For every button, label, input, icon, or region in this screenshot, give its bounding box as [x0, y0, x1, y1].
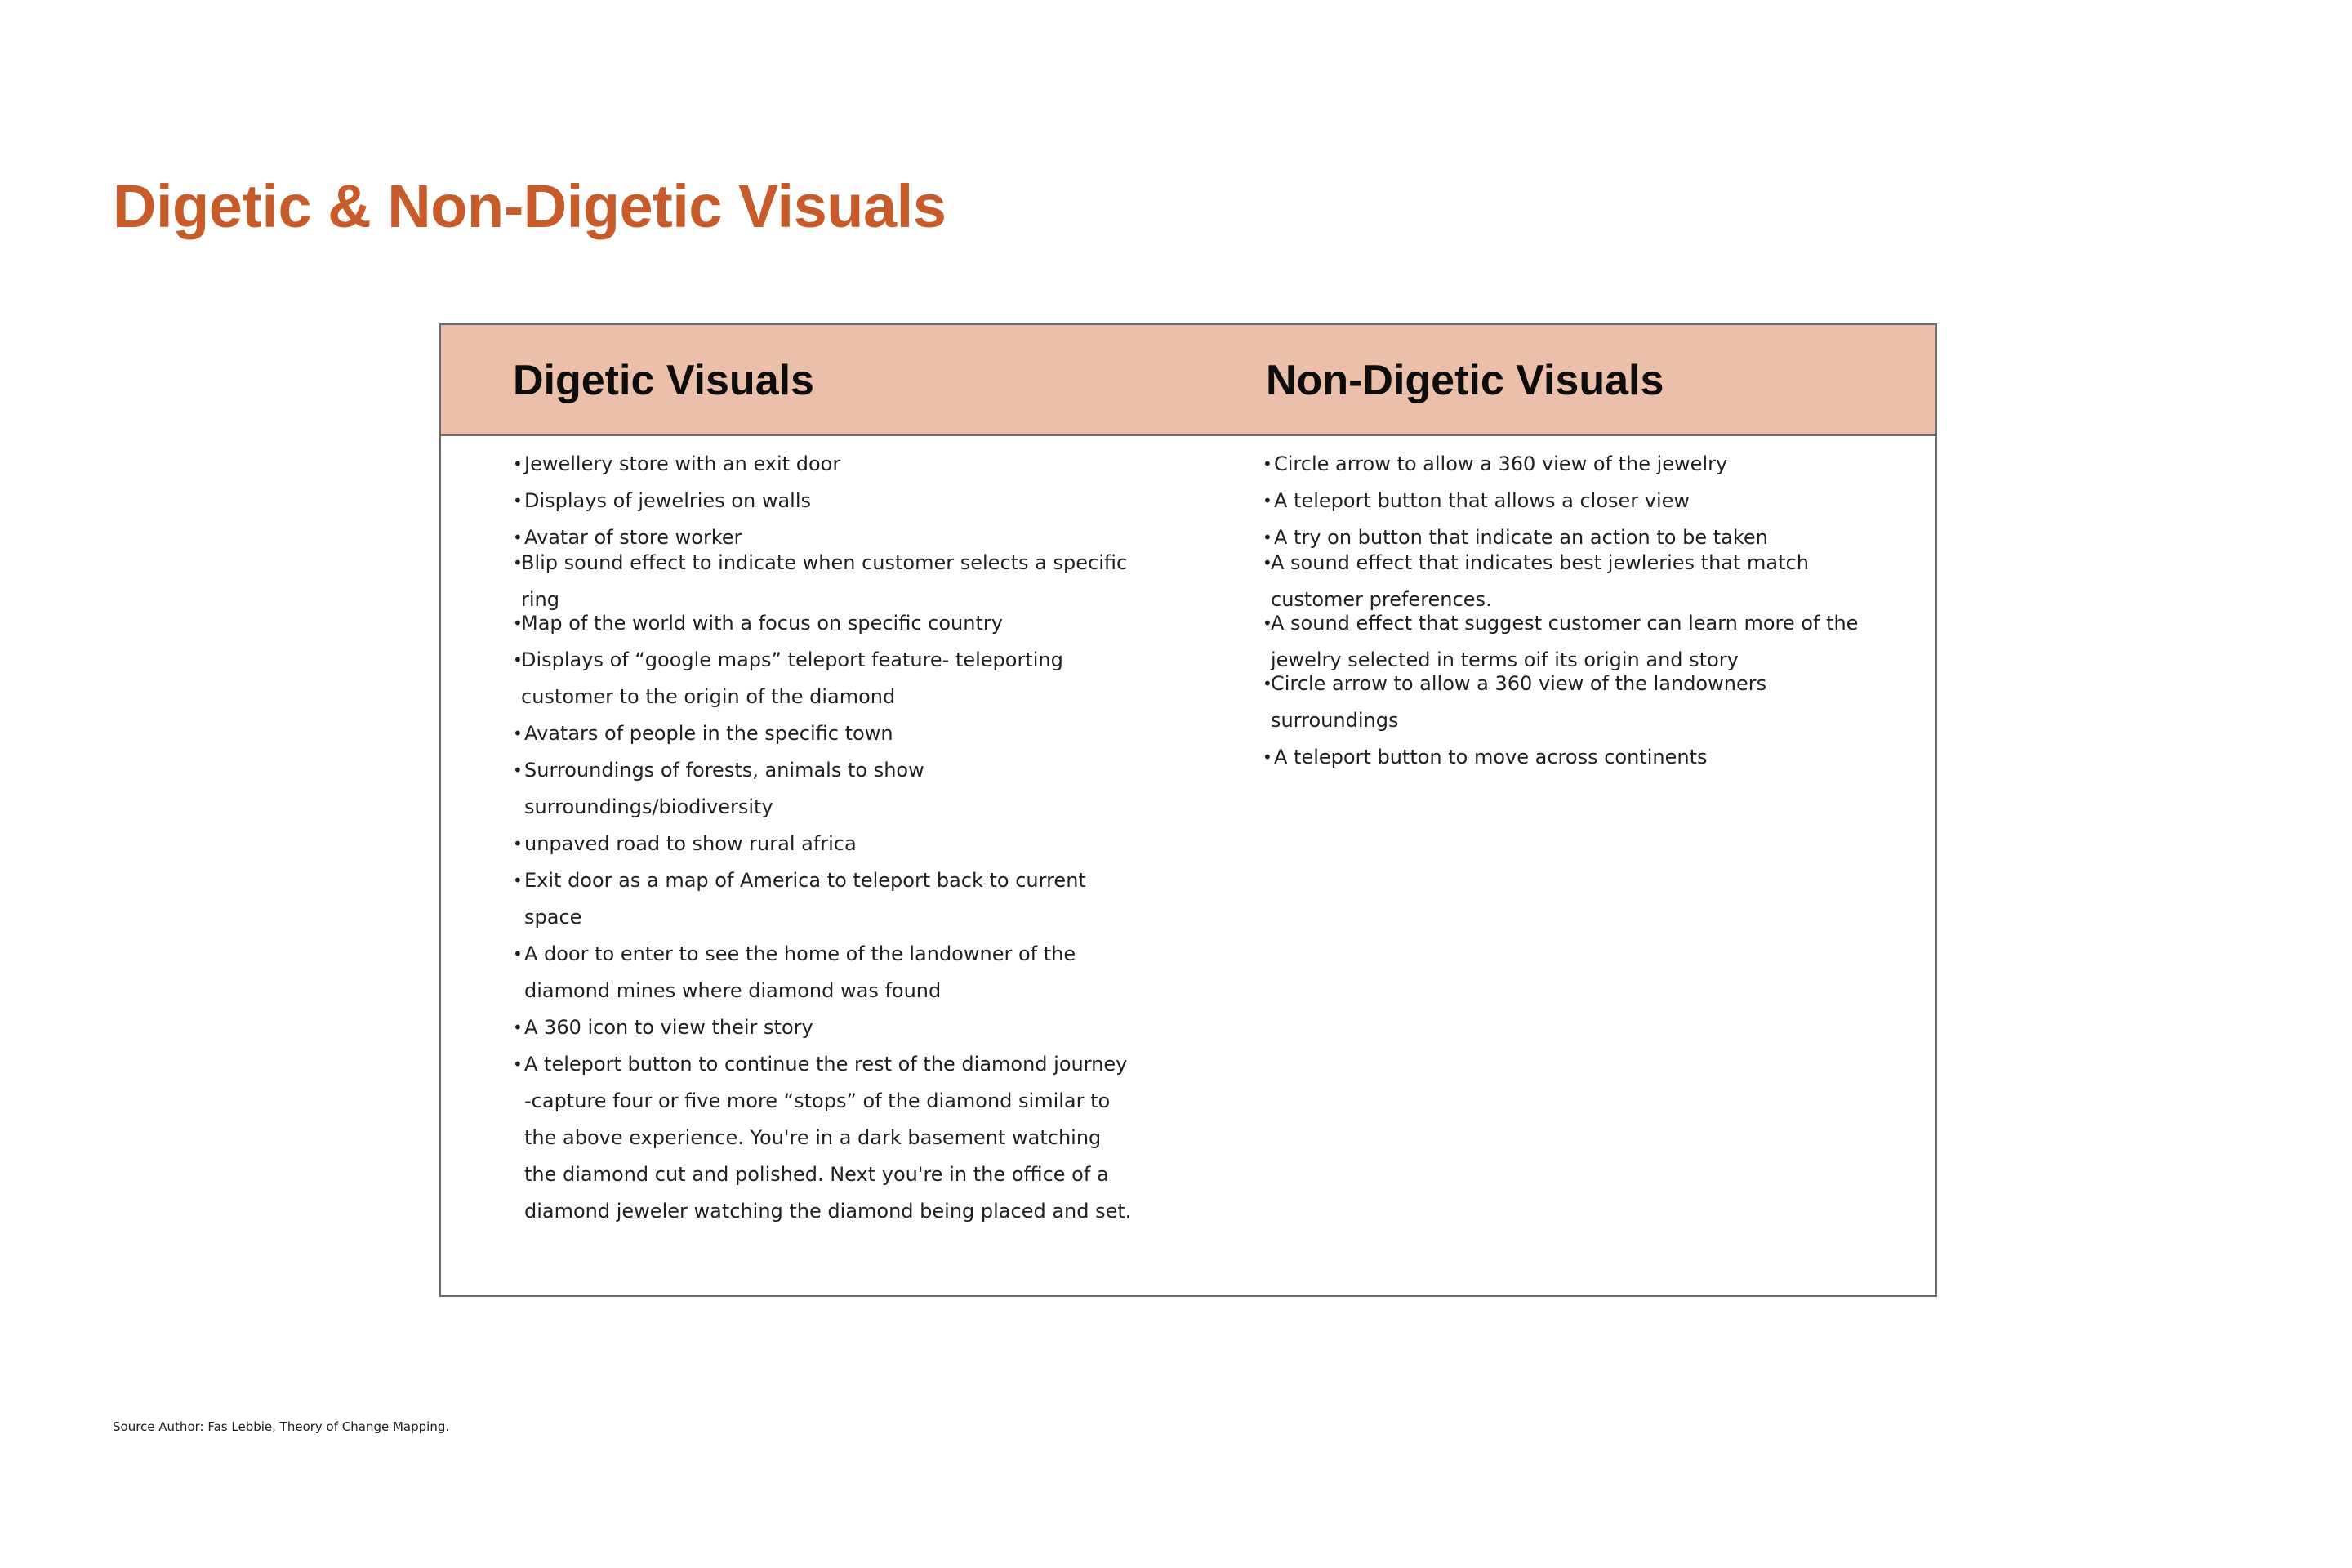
page-title: Digetic & Non-Digetic Visuals — [113, 172, 947, 240]
digetic-visuals-list — [513, 446, 1134, 1230]
list-item: • A sound effect that indicates best jewleries that match customer preferences. — [1263, 545, 1883, 618]
list-item: • Avatar of store worker — [513, 519, 1134, 556]
list-item: • A sound effect that suggest customer can learn more of the jewelry selected in terms oif its origin and story — [1263, 605, 1883, 679]
list-item: • A teleport button that allows a closer view — [1263, 483, 1883, 519]
list-item: • A 360 icon to view their story — [513, 1009, 1134, 1046]
list-item: • Exit door as a map of America to teleport back to current space — [513, 862, 1134, 936]
list-item: • Surroundings of forests, animals to show surroundings/biodiversity — [513, 752, 1134, 826]
list-item: • A teleport button to continue the rest of the diamond journey -capture four or five more “stops” of the diamond similar to the above experience. You're in a dark basement watching the diamond cut and polished. Next you're in the office of a diamond jeweler watching the diamond being placed and set. — [513, 1046, 1134, 1230]
digetic-visuals-heading: Digetic Visuals — [513, 357, 814, 404]
list-item: • Map of the world with a focus on specific country — [513, 605, 1134, 642]
list-item: • A teleport button to move across continents — [1263, 739, 1883, 776]
list-item: • A door to enter to see the home of the landowner of the diamond mines where diamond was found — [513, 936, 1134, 1009]
list-item: • Avatars of people in the specific town — [513, 715, 1134, 752]
source-note: Source Author: Fas Lebbie, Theory of Change Mapping. — [113, 1419, 450, 1434]
non-digetic-visuals-list — [1263, 446, 1883, 776]
non-digetic-visuals-heading: Non-Digetic Visuals — [1266, 357, 1664, 404]
list-item: • Blip sound effect to indicate when customer selects a specific ring — [513, 545, 1134, 618]
list-item: • unpaved road to show rural africa — [513, 826, 1134, 862]
list-item: • Circle arrow to allow a 360 view of the landowners surroundings — [1263, 666, 1883, 739]
list-item: • Displays of “google maps” teleport feature- teleporting customer to the origin of the diamond — [513, 642, 1134, 715]
visuals-comparison-table — [439, 323, 1937, 1297]
list-item: • Jewellery store with an exit door — [513, 446, 1134, 483]
table-header-band — [441, 325, 1936, 436]
list-item: • Displays of jewelries on walls — [513, 483, 1134, 519]
list-item: • A try on button that indicate an action to be taken — [1263, 519, 1883, 556]
list-item: • Circle arrow to allow a 360 view of the jewelry — [1263, 446, 1883, 483]
